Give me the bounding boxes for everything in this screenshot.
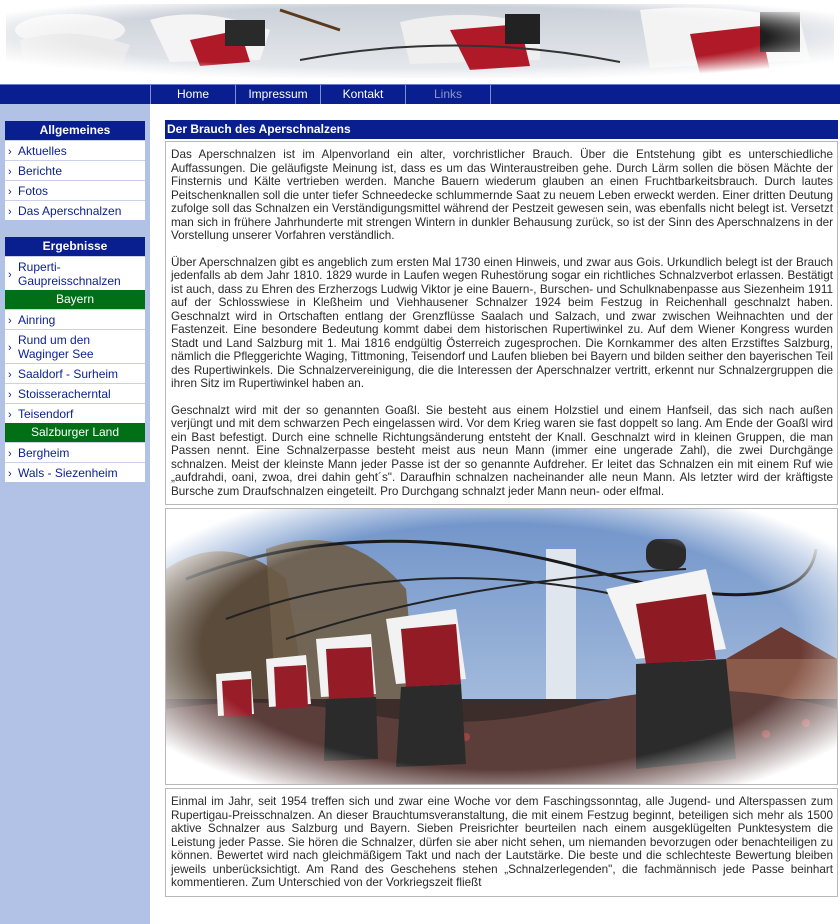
nav-divider	[490, 85, 491, 104]
top-navbar	[0, 84, 840, 104]
article-text-bottom	[165, 788, 838, 897]
ergebnisse-box	[5, 237, 145, 482]
nav-impressum[interactable]: Impressum	[235, 85, 320, 104]
bayern-heading: Bayern	[5, 290, 145, 309]
chevron-right-icon: ›	[8, 368, 12, 381]
article-paragraph-1: Das Aperschnalzen ist im Alpenvorland ein alter, vorchristlicher Brauch. Über die Entstehung gibt es unterschiedliche Auffassungen. Die geläufigste Meinung ist, dass es um das Winteraustreiben gehe. Durch Lärm sollen die bösen Mächte der Finsternis und Kälte vertrieben werden. Manche Bauern wiederum glauben an einen Fruchtbarkeitsbrauch. Durch lautes Peitschenknallen soll die unter tiefer Schneedecke schlummernde Saat zu neuem Leben erweckt werden. Einer dritten Deutung zufolge soll das Schnalzen ein Verständigungsmittel während der Pestzeit gewesen sein, was ebenfalls nicht belegt ist. Versetzt man sich in frühere Jahrhunderte mit strengen Wintern in dunkler Behausung zurück, so ist der Sinn des Aperschnalzens in der Vorstellung unserer Vorfahren verständlich.	[171, 148, 833, 242]
banner-photo	[0, 0, 840, 84]
chevron-right-icon: ›	[8, 145, 12, 158]
chevron-right-icon: ›	[8, 268, 12, 281]
header-banner	[0, 0, 840, 84]
sidebar-item-aktuelles[interactable]: › Aktuelles	[5, 140, 145, 160]
article-paragraph-4: Einmal im Jahr, seit 1954 treffen sich und zwar eine Woche vor dem Faschingssonntag, alle Jugend- und Alterspassen zum Rupertigau-Preisschnalzen. An dieser Brauchtumsveranstaltung, die mit einem Festzug beginnt, beteiligen sich mehr als 1500 aktive Schnalzer aus Salzburg und Bayern. Sieben Preisrichter beurteilen nach einem ausgeklügelten Punktesystem die Leistung jeder Passe. Sie hören die Schnalzer, dürfen sie aber nicht sehen, um niemanden bevorzugen oder benachteiligen zu können. Bewertet wird nach gleichmäßigem Takt und nach der Lautstärke. Die beste und die schlechteste Bewertung bleiben jeweils unberücksichtigt. Am Rand des Geschehens stehen „Schnalzerlegenden", die fachmännisch jede Passe beinhart kommentieren. Zum Unterschied von der Vorkriegszeit fließt	[171, 795, 833, 889]
schnalzer-photo-image	[166, 509, 837, 784]
ergebnisse-heading: Ergebnisse	[5, 237, 145, 256]
chevron-right-icon: ›	[8, 165, 12, 178]
allgemeines-heading: Allgemeines	[5, 121, 145, 140]
chevron-right-icon: ›	[8, 341, 12, 354]
nav-home[interactable]: Home	[150, 85, 235, 104]
chevron-right-icon: ›	[8, 467, 12, 480]
sidebar	[0, 104, 150, 924]
sidebar-item-teisendorf[interactable]: › Teisendorf	[5, 403, 145, 423]
sidebar-item-waginger-see[interactable]: › Rund um den Waginger See	[5, 329, 145, 363]
chevron-right-icon: ›	[8, 447, 12, 460]
chevron-right-icon: ›	[8, 185, 12, 198]
chevron-right-icon: ›	[8, 408, 12, 421]
article-paragraph-3: Geschnalzt wird mit der so genannten Goaßl. Sie besteht aus einem Holzstiel und einem Hanfseil, das sich nach außen verjüngt und mit dem schwarzen Pech eingelassen wird. Vor dem Krieg waren sie fast doppelt so lang. Am Ende der Goaßl wird ein Bast befestigt. Durch eine schnelle Richtungsänderung entsteht der Knall. Geschnalzt wird in kleinen Gruppen, die man Passen nennt. Eine Schnalzerpasse besteht meist aus neun Mann (immer eine ungerade Zahl), die zwei Durchgänge schnalzen. Meist der kleinste Mann jeder Passe ist der so genannte Aufdreher. Er leitet das Schnalzen ein mit einem Ruf wie „aufdrahdi, oani, zwoa, drei dahin geht´s". Daraufhin schnalzen nacheinander alle neun Mann. Als letzter wird der kräftigste Bursche zum Draufschnalzen eingeteilt. Pro Durchgang schnalzt jeder Mann neun- oder elfmal.	[171, 403, 833, 498]
article-paragraph-2: Über Aperschnalzen gibt es angeblich zum ersten Mal 1730 einen Hinweis, und zwar aus Gois. Urkundlich belegt ist der Brauch jedenfalls ab dem Jahr 1810. 1829 wurde in Laufen wegen Ruhestörung sogar ein richtliches Schnalzverbot erlassen. Bestätigt ist auch, dass zu Ehren des Erzherzogs Ludwig Viktor je eine Bauern-, Burschen- und Schulknabenpasse aus Siezenheim 1911 auf der Schlosswiese in Kleßheim und Viehhausener Schnalzer 1924 beim Festzug in Reichenhall geschnalzt haben. Geschnalzt wird in Ortschaften entlang der Grenzflüsse Saalach und Salzach, und zwar zwischen Weihnachten und der Fastenzeit. Eine besondere Bedeutung kommt dabei dem historischen Rupertiwinkel zu. Auf dem Wiener Kongress wurden Stadt und Land Salzburg mit 1. Mai 1816 endgültig Österreich zugesprochen. Die Kornkammer des alten Erzstiftes Salzburg, nämlich die Pfleggerichte Waging, Tittmoning, Teisendorf und Laufen blieben bei Bayern und bilden seither den bayerischen Teil des Rupertiwinkels. Die Schnalzervereinigung, die die Interessen der Aperschnalzer vertritt, erkennt nur Schnalzergruppen die ihren Sitz im Rupertiwinkel haben an.	[171, 255, 833, 390]
sidebar-item-ainring[interactable]: › Ainring	[5, 309, 145, 329]
allgemeines-box	[5, 121, 145, 220]
schnalzer-photo	[165, 508, 838, 785]
sidebar-item-wals-siezenheim[interactable]: › Wals - Siezenheim	[5, 462, 145, 482]
chevron-right-icon: ›	[8, 205, 12, 218]
sidebar-item-bergheim[interactable]: › Bergheim	[5, 442, 145, 462]
sidebar-item-ruperti[interactable]: › Ruperti-Gaupreisschnalzen	[5, 256, 145, 290]
chevron-right-icon: ›	[8, 314, 12, 327]
sidebar-item-berichte[interactable]: › Berichte	[5, 160, 145, 180]
main-content	[165, 120, 838, 897]
nav-kontakt[interactable]: Kontakt	[320, 85, 405, 104]
nav-links[interactable]: Links	[405, 85, 490, 104]
page-title: Der Brauch des Aperschnalzens	[165, 120, 838, 139]
sidebar-item-fotos[interactable]: › Fotos	[5, 180, 145, 200]
sidebar-item-aperschnalzen[interactable]: › Das Aperschnalzen	[5, 200, 145, 220]
sidebar-item-saaldorf[interactable]: › Saaldorf - Surheim	[5, 363, 145, 383]
sidebar-item-stoisseracherntal[interactable]: › Stoisseracherntal	[5, 383, 145, 403]
article-text	[165, 141, 838, 505]
chevron-right-icon: ›	[8, 388, 12, 401]
salzburg-heading: Salzburger Land	[5, 423, 145, 442]
